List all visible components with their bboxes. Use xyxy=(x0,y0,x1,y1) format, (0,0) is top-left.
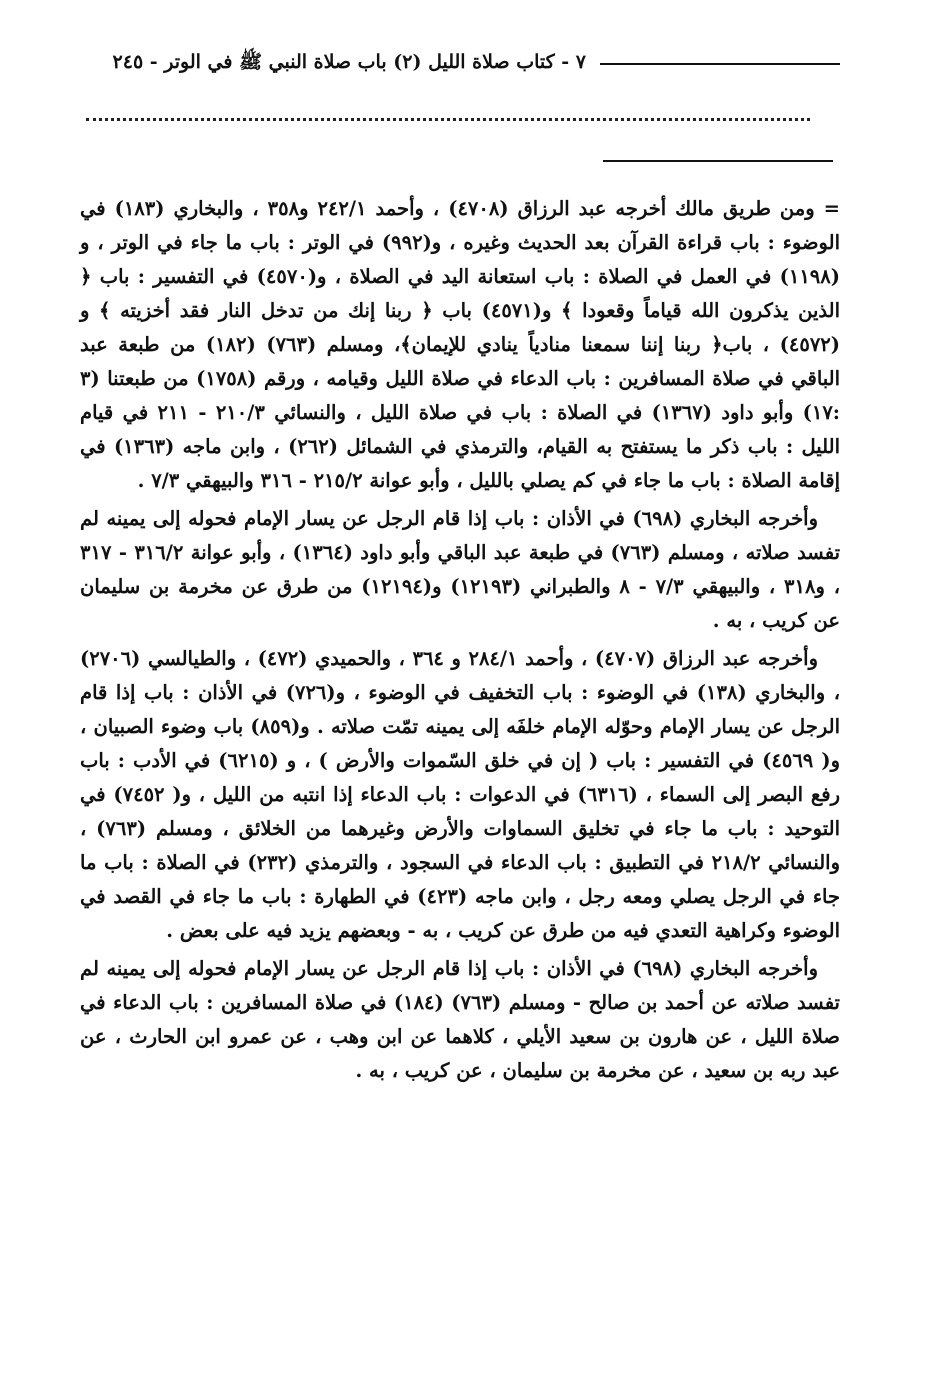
dotted-separator xyxy=(86,118,810,121)
footnote-paragraph-1: = ومن طريق مالك أخرجه عبد الرزاق (٤٧٠٨) ، وأحمد ٢٤٢/١ و٣٥٨ ، والبخاري (١٨٣) في الوضوء : باب قراءة القرآن بعد الحديث وغيره ، و(٩٩٢) في الوتر : باب ما جاء في الوتر ، و (١١٩٨) في العمل في الصلاة : باب استعانة اليد في الصلاة ، و(٤٥٧٠) في التفسير : باب ﴿ الذين يذكرون الله قياماً وقعودا ﴾ و(٤٥٧١) باب ﴿ ربنا إنك من تدخل النار فقد أخزيته ﴾ و (٤٥٧٢) ، باب﴿ ربنا إننا سمعنا منادياً ينادي للإيمان﴾، ومسلم (٧٦٣) (١٨٢) من طبعة عبد الباقي في صلاة المسافرين : باب الدعاء في صلاة الليل وقيامه ، ورقم (١٧٥٨) من طبعتنا (٣ :١٧) وأبو داود (١٣٦٧) في الصلاة : باب في صلاة الليل ، والنسائي ٢١٠/٣ - ٢١١ في قيام الليل : باب ذكر ما يستفتح به القيام، والترمذي في الشمائل (٢٦٢) ، وابن ماجه (١٣٦٣) في إقامة الصلاة : باب ما جاء في كم يصلي بالليل ، وأبو عوانة ٢١٥/٢ - ٣١٦ والبيهقي ٧/٣ . xyxy=(80,197,841,492)
footnote-paragraph-2: وأخرجه البخاري (٦٩٨) في الأذان : باب إذا قام الرجل عن يسار الإمام فحوله إلى يمينه لم تفسد صلاته ، ومسلم (٧٦٣) في طبعة عبد الباقي وأبو داود (١٣٦٤) ، وأبو عوانة ٣١٦/٢ - ٣١٧ ، و٣١٨ ، والبيهقي ٧/٣ - ٨ والطبراني (١٢١٩٣) و(١٢١٩٤) من طرق عن مخرمة بن سليمان عن كريب ، به . xyxy=(80,507,840,632)
footnote-paragraph-4: وأخرجه البخاري (٦٩٨) في الأذان : باب إذا قام الرجل عن يسار الإمام فحوله إلى يمينه لم تفسد صلاته عن أحمد بن صالح - ومسلم (٧٦٣) (١٨٤) في صلاة المسافرين : باب الدعاء في صلاة الليل ، عن هارون بن سعيد الأيلي ، كلاهما عن ابن وهب ، عن عمرو ابن الحارث ، عن عبد ربه بن سعيد ، عن مخرمة بن سليمان ، عن كريب ، به . xyxy=(80,957,840,1082)
header-title: ٧ - كتاب صلاة الليل (٢) باب صلاة النبي ﷺ في الوتر - ٢٤٥ xyxy=(112,51,586,73)
header-rule xyxy=(600,63,840,65)
footnote-rule xyxy=(603,160,833,162)
footnote-paragraph-3: وأخرجه عبد الرزاق (٤٧٠٧) ، وأحمد ٢٨٤/١ و ٣٦٤ ، والحميدي (٤٧٢) ، والطيالسي (٢٧٠٦) ، والبخاري (١٣٨) في الوضوء : باب التخفيف في الوضوء ، و(٧٢٦) في الأذان : باب إذا قام الرجل عن يسار الإمام وحوّله الإمام خلفَه إلى يمينه تمّت صلاته . و(٨٥٩) باب وضوء الصبيان ، و( ٤٥٦٩) في التفسير : باب ( إن في خلق السّموات والأرض ) ، و (٦٢١٥) في الأدب : باب رفع البصر إلى السماء ، (٦٣١٦) في الدعوات : باب الدعاء إذا انتبه من الليل ، و( ٧٤٥٢) في التوحيد : باب ما جاء في تخليق السماوات والأرض وغيرهما من الخلائق ، ومسلم (٧٦٣) ، والنسائي ٢١٨/٢ في التطبيق : باب الدعاء في السجود ، والترمذي (٢٣٢) في الصلاة : باب ما جاء في الرجل يصلي ومعه رجل ، وابن ماجه (٤٢٣) في الطهارة : باب ما جاء في القصد في الوضوء وكراهية التعدي فيه من طرق عن كريب ، به - وبعضهم يزيد فيه على بعض . xyxy=(80,647,841,942)
footnote-body xyxy=(80,192,840,1092)
running-header xyxy=(90,44,840,84)
